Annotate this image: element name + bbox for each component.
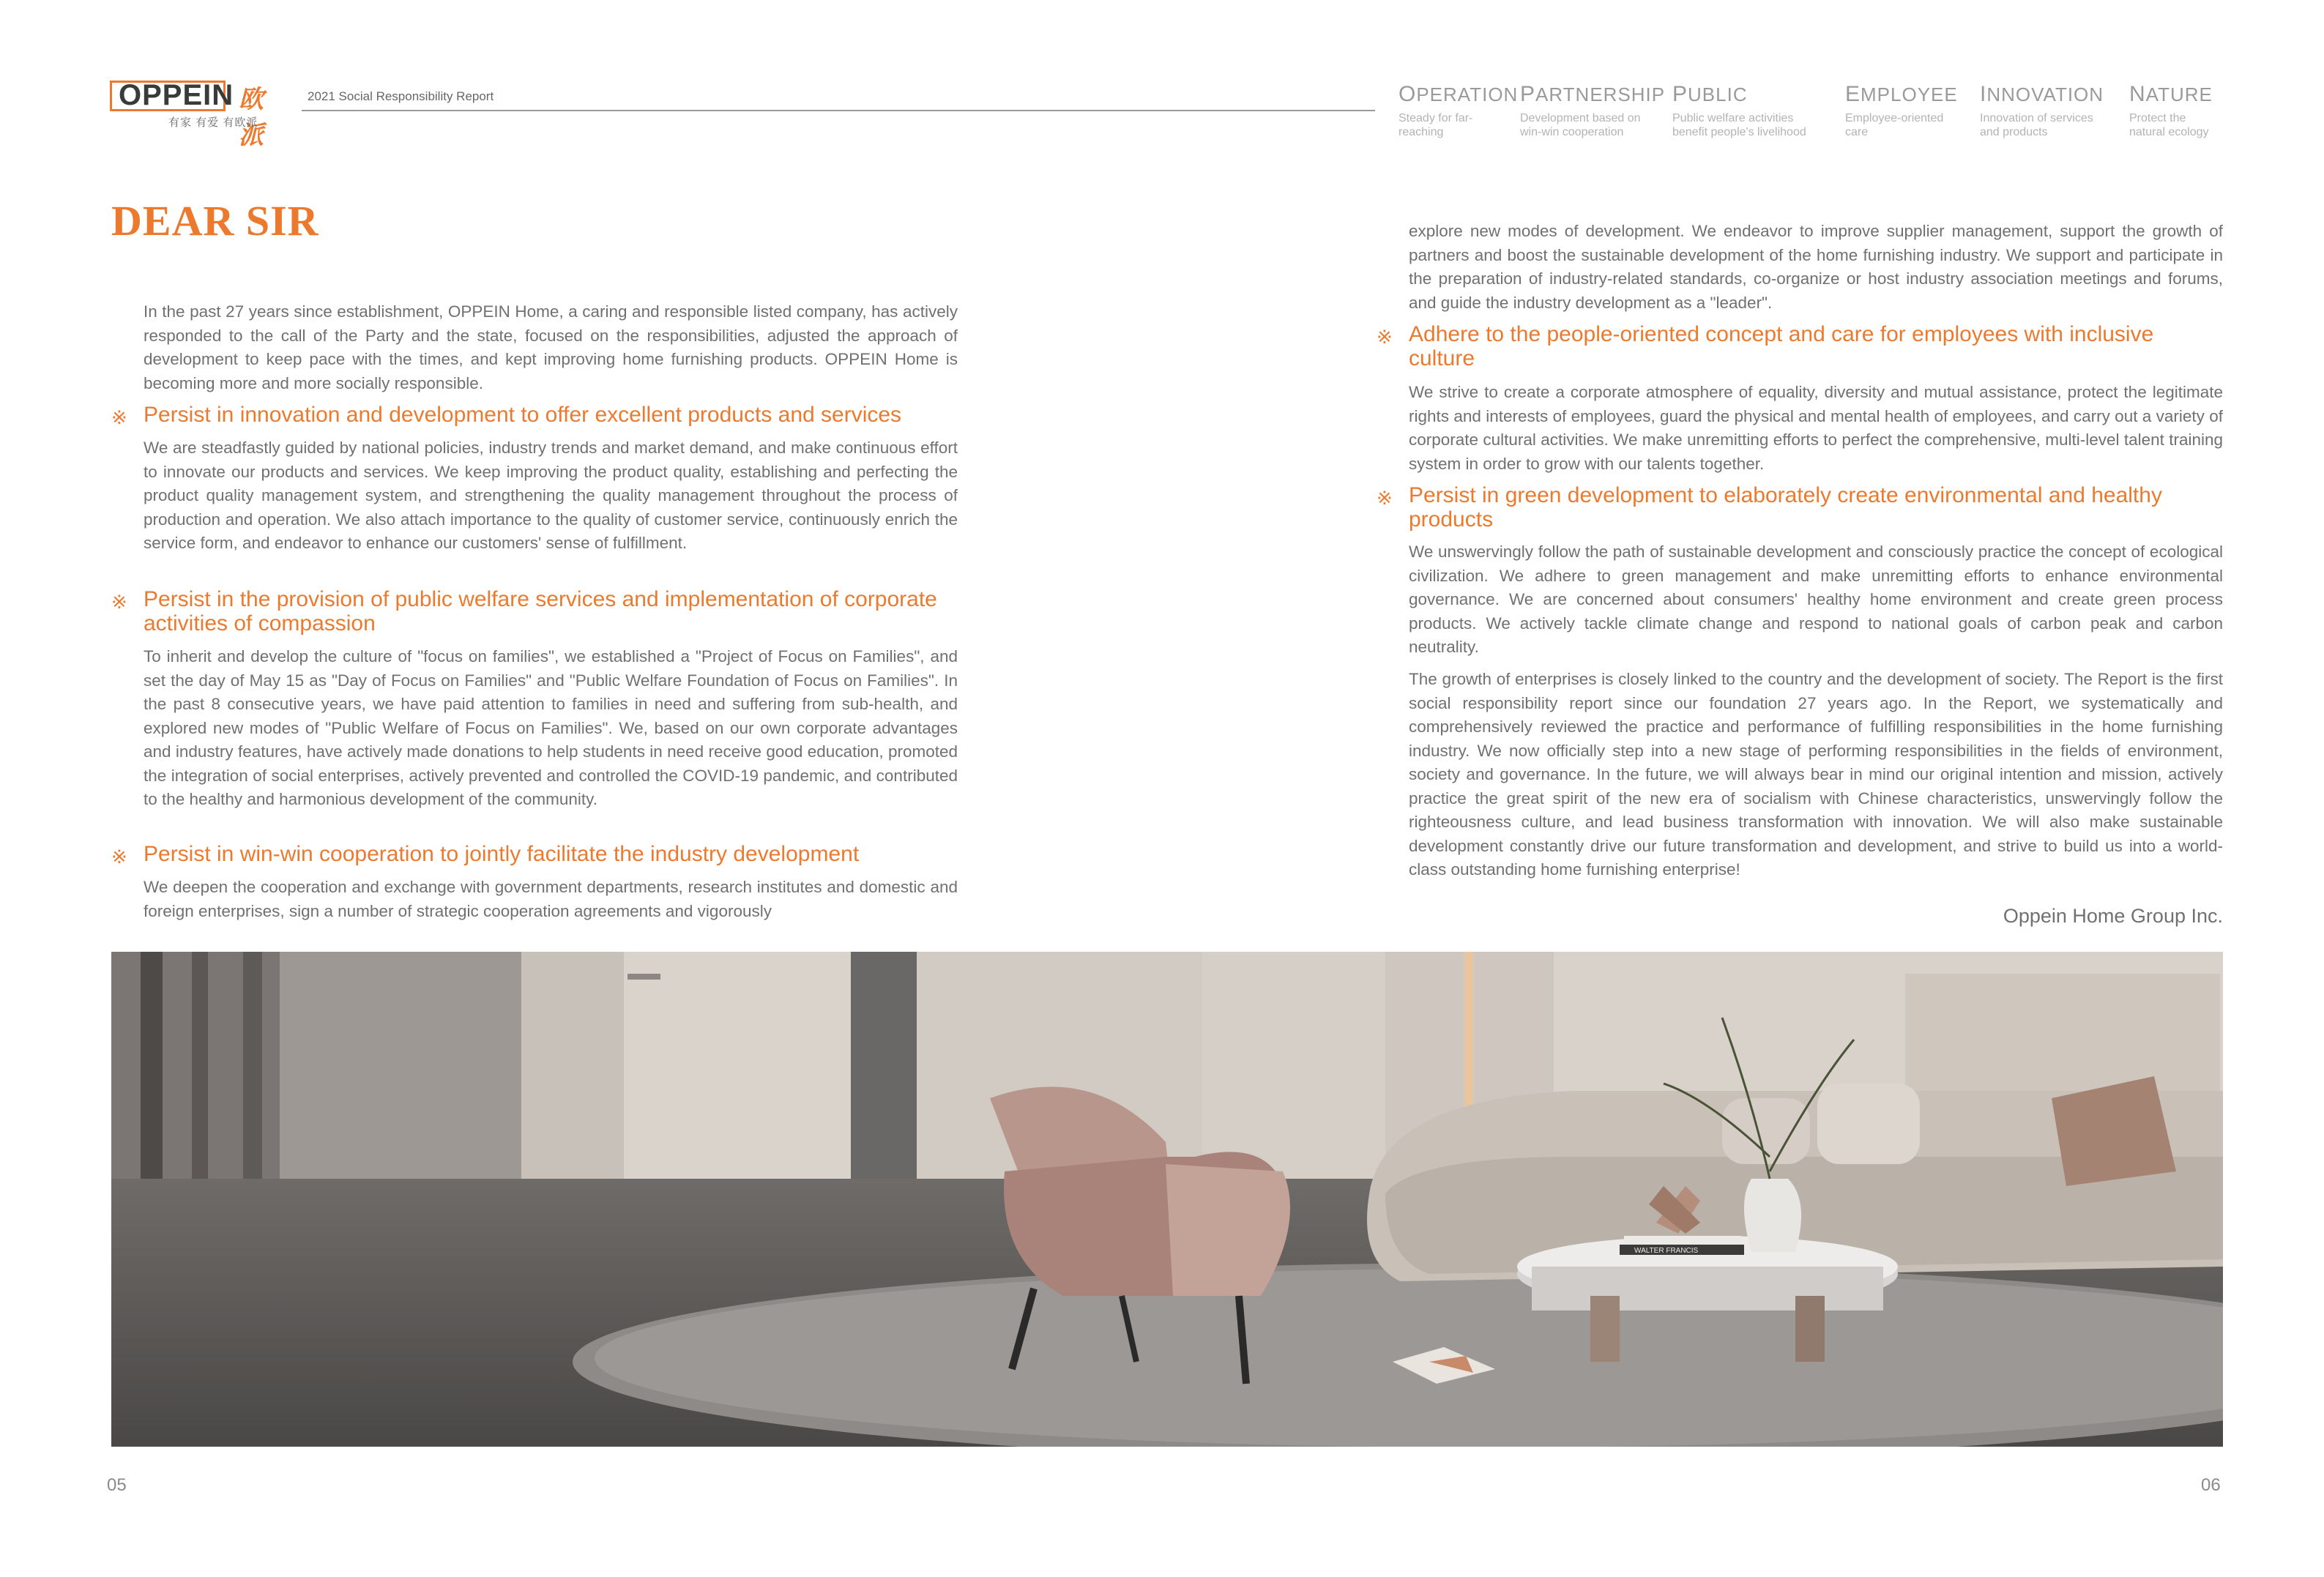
section-paragraph-green: We unswervingly follow the path of sustainable development and consciously practice the concept of ecological civilization. We adhere to green management and make unremitting efforts to enhance environmental governance. We are concerned about consumers' healthy home environment and create green process products. We actively tackle climate change and respond to national goals of carbon peak and carbon neutrality. — [1409, 543, 2223, 656]
nav-item-partnership[interactable] — [1520, 82, 1665, 139]
nav-subtitle: Employee-oriented care — [1845, 112, 1944, 138]
nav-cap: I — [1980, 82, 1987, 106]
nav-item-operation[interactable] — [1399, 82, 1518, 139]
nav-title-rest: MPLOYEE — [1861, 83, 1958, 105]
section-heading-people-oriented: Adhere to the people-oriented concept and care for employees with inclusive culture — [1409, 322, 2154, 370]
bullet-icon: ※ — [111, 406, 127, 428]
bullet-icon: ※ — [1377, 487, 1393, 509]
nav-subtitle: Development based on win-win cooperation — [1520, 112, 1641, 138]
nav-title-rest: UBLIC — [1688, 83, 1748, 105]
nav-cap: P — [1672, 82, 1688, 106]
section-heading-green: Persist in green development to elaborately create environmental and healthy products — [1409, 483, 2162, 532]
nav-subtitle: Protect the natural ecology — [2129, 112, 2209, 138]
nav-subtitle: Innovation of services and products — [1980, 112, 2093, 138]
closing-paragraph: The growth of enterprises is closely linked to the country and the development of society. The Report is the first social responsibility report since our foundation 27 years ago. In the Report, we systematically and comprehensively reviewed the practice and performance of fulfilling responsibilities in the home furnishing industry. We now officially step into a new stage of performing responsibilities in the fields of environment, society and governance. In the future, we will always bear in mind our original intention and mission, actively practice the great spirit of the new era of socialism with Chinese characteristics, unswervingly follow the righteousness culture, and lead business transformation with innovation. We will also make sustainable development constantly drive our future transformation and development, and strive to build us into a world-class outstanding home furnishing enterprise! — [1409, 670, 2223, 879]
nav-title-rest: PERATION — [1416, 83, 1519, 105]
section-paragraph-win-win: We deepen the cooperation and exchange with government departments, research institutes and domestic and foreign enterprises, sign a number of strategic cooperation agreements and vigorously — [144, 878, 958, 920]
continued-paragraph: explore new modes of development. We endeavor to improve supplier management, support the growth of partners and boost the sustainable development of the home furnishing industry. We support and participate in the preparation of industry-related standards, co-organize or host industry association meetings and forums, and guide the industry development as a "leader". — [1409, 222, 2223, 312]
signature: Oppein Home Group Inc. — [2003, 905, 2223, 927]
nav-title-rest: NNOVATION — [1986, 83, 2104, 105]
nav-item-employee[interactable] — [1845, 82, 1962, 139]
header-divider — [302, 110, 1375, 111]
nav-cap: E — [1845, 82, 1861, 106]
intro-paragraph: In the past 27 years since establishment, OPPEIN Home, a caring and responsible listed company, has actively responded to the call of the Party and the state, focused on the responsibilities, adjusted the approach of development to keep pace with the times, and kept improving home furnishing products. OPPEIN Home is becoming more and more socially responsible. — [144, 302, 958, 392]
logo-slogan: 有家 有爱 有欧派 — [168, 116, 258, 129]
section-heading-innovation: Persist in innovation and development to offer excellent products and services — [144, 403, 902, 427]
company-logo — [110, 76, 286, 150]
nav-subtitle: Steady for far-reaching — [1399, 112, 1473, 138]
page-title: DEAR SIR — [111, 197, 319, 245]
bullet-icon: ※ — [111, 846, 127, 868]
nav-item-innovation[interactable] — [1980, 82, 2112, 139]
nav-cap: P — [1520, 82, 1536, 106]
nav-cap: N — [2129, 82, 2146, 106]
logo-chinese-mark: 欧派 — [239, 85, 264, 150]
book-spine-label: WALTER FRANCIS — [1634, 1247, 1699, 1255]
nav-title-rest: ARTNERSHIP — [1535, 83, 1666, 105]
bullet-icon: ※ — [1377, 326, 1393, 348]
nav-title-rest: ATURE — [2145, 83, 2213, 105]
bullet-icon: ※ — [111, 591, 127, 613]
section-heading-public-welfare: Persist in the provision of public welfare services and implementation of corporate activities of compassion — [144, 587, 937, 635]
section-heading-win-win: Persist in win-win cooperation to jointly facilitate the industry development — [144, 842, 860, 866]
page-number-right: 06 — [2201, 1475, 2221, 1495]
section-paragraph-innovation: We are steadfastly guided by national policies, industry trends and market demand, and make continuous effort to innovate our products and services. We keep improving the product quality, establishing and perfecting the product quality management system, and strengthening the quality management throughout the process of production and operation. We also attach importance to the quality of customer service, continuously enrich the service form, and endeavor to enhance our customers' sense of fulfillment. — [144, 439, 958, 552]
nav-item-public[interactable] — [1672, 82, 1826, 139]
living-room-photo — [111, 952, 2223, 1447]
report-title: 2021 Social Responsibility Report — [308, 89, 494, 103]
nav-subtitle: Public welfare activities benefit people's livelihood — [1672, 112, 1806, 138]
nav-item-nature[interactable] — [2129, 82, 2224, 139]
nav-cap: O — [1399, 82, 1417, 106]
logo-wordmark: OPPEIN — [119, 79, 234, 111]
page-number-left: 05 — [107, 1475, 127, 1495]
section-paragraph-public-welfare: To inherit and develop the culture of "focus on families", we established a "Project of Focus on Families", and set the day of May 15 as "Day of Focus on Families" and "Public Welfare Foundation of Focus on Families". In the past 8 consecutive years, we have paid attention to families in need and suffering from sub-health, and explored new modes of "Public Welfare of Focus on Families". We, based on our own corporate advantages and industry features, have actively made donations to help students in need receive good education, promoted the integration of social enterprises, actively prevented and controlled the COVID-19 pandemic, and contributed to the healthy and harmonious development of the community. — [144, 647, 958, 808]
section-paragraph-people-oriented: We strive to create a corporate atmosphere of equality, diversity and mutual assistance, protect the legitimate rights and interests of employees, guard the physical and mental health of employees, and carry out a variety of corporate cultural activities. We make unremitting efforts to perfect the comprehensive, multi-level talent training system in order to grow with our talents together. — [1409, 383, 2223, 473]
